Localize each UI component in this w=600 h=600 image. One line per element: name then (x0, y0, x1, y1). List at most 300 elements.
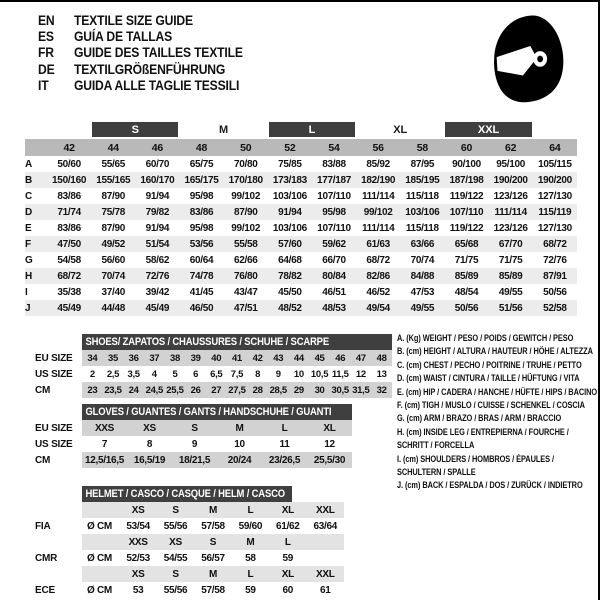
subtable-cell: M (194, 502, 231, 518)
size-cell: 64/68 (278, 254, 302, 266)
subtable-cell: 55/56 (163, 584, 188, 596)
row-letter: J (25, 300, 47, 316)
row-letter: D (25, 204, 47, 220)
language-header (38, 13, 243, 94)
language-title: GUIDA ALLE TAGLIE TESSILI (74, 77, 240, 93)
subtable-cell: S (194, 534, 231, 550)
subtable-cell: 41 (227, 350, 248, 366)
size-cell: 115/119 (533, 204, 577, 220)
row-label (35, 566, 82, 582)
subtable-cell: 24 (123, 382, 144, 398)
subtable-row (35, 518, 344, 534)
subtable-cell: 12,5/16,5 (82, 452, 127, 468)
subtable-cell: 30 (309, 382, 330, 398)
row-label: CMR (35, 552, 58, 564)
subtable-cell: 23 (82, 382, 103, 398)
size-cell: 103/106 (272, 222, 307, 234)
size-cell: 187/198 (444, 172, 488, 188)
size-header-cell: 46 (135, 138, 179, 156)
helmet-table-title: HELMET / CASCO / CASQUE / HELM / CASCO (85, 488, 285, 500)
row-letter: B (25, 172, 47, 188)
size-cell: 82/86 (356, 268, 400, 284)
racing-helmet-icon (486, 12, 568, 104)
size-cell: 119/122 (449, 222, 484, 234)
size-cell: 51/56 (489, 300, 533, 316)
size-cell: 71/74 (47, 204, 91, 220)
row-letter: G (25, 254, 33, 266)
size-group-cell: M (179, 122, 267, 138)
size-cell: 80/84 (312, 268, 356, 284)
legend-line: SCHULTERN / SPALLE (397, 467, 476, 479)
size-header-row (25, 138, 577, 156)
subtable-cell: 16,5/19 (127, 452, 172, 468)
size-cell: 61/63 (356, 236, 400, 252)
row-letter: H (25, 268, 47, 284)
subtable-cell: 2,5 (106, 368, 120, 380)
legend-item (397, 372, 597, 385)
language-row (38, 13, 243, 29)
subtable-cell: 56/57 (201, 552, 225, 564)
size-cell: 78/82 (268, 268, 312, 284)
measurement-legend (397, 332, 597, 493)
size-cell: 107/110 (317, 190, 351, 202)
size-cell: 45/49 (135, 300, 179, 316)
size-cell: 103/106 (400, 204, 444, 220)
size-header-cell: 52 (268, 138, 312, 156)
subtable-cell: L (232, 502, 269, 518)
size-cell: 111/114 (489, 204, 533, 220)
size-cell: 87/91 (533, 268, 577, 284)
size-cell: 91/94 (145, 222, 170, 234)
row-label (35, 534, 82, 550)
subtable-cell: 59 (245, 584, 256, 596)
subtable-cell: 46 (330, 350, 351, 366)
language-code: ES (38, 29, 54, 45)
subtable-cell: S (157, 502, 194, 518)
size-cell: 91/94 (268, 204, 312, 220)
subtable-cell: XL (269, 502, 306, 518)
subtable-cell: 24,5 (144, 382, 165, 398)
subtable-cell: 26 (185, 382, 206, 398)
size-cell: 44/48 (91, 300, 135, 316)
subtable-cell: 10 (234, 438, 245, 450)
subtable-row (35, 420, 352, 436)
subtable-cell: XXL (307, 566, 344, 582)
subtable-row (35, 452, 352, 468)
size-header-cell: 48 (179, 138, 223, 156)
shoes-table (35, 350, 392, 398)
language-title: TEXTILGRÖßENFÜHRUNG (74, 61, 226, 77)
subtable-cell: 57/58 (201, 584, 225, 596)
size-cell: 173/183 (268, 172, 312, 188)
subtable-cell: M (217, 420, 262, 436)
legend-line: G. (cm) ARM / BRAZO / BRAS / ARM / BRACCIO (397, 413, 562, 425)
size-cell: 155/165 (91, 172, 135, 188)
size-cell: 67/70 (489, 236, 533, 252)
subtable-cell: 38 (165, 350, 186, 366)
size-cell: 65/75 (189, 158, 214, 170)
size-cell: 91/94 (145, 190, 170, 202)
size-cell: 70/74 (91, 268, 135, 284)
size-cell: 83/88 (322, 158, 346, 170)
size-cell: 70/80 (233, 158, 258, 170)
subtable-cell: 30,5 (330, 382, 351, 398)
size-cell: 68/72 (533, 236, 577, 252)
size-cell: 55/65 (101, 158, 125, 170)
size-header-cell: 50 (224, 138, 268, 156)
subtable-cell: XXS (119, 534, 156, 550)
subtable-row (35, 566, 344, 582)
size-cell: 41/45 (189, 286, 214, 298)
subtable-cell: 6 (193, 368, 199, 380)
subtable-cell: 7,5 (230, 368, 244, 380)
subtable-cell: 52/53 (126, 552, 150, 564)
row-letter: A (25, 158, 32, 170)
size-cell: 85/89 (444, 268, 488, 284)
subtable-cell: 8 (255, 368, 261, 380)
subtable-row (35, 350, 392, 366)
subtable-cell: M (194, 566, 231, 582)
measure-row (25, 268, 577, 284)
size-cell: 111/114 (361, 222, 395, 234)
legend-item (397, 345, 597, 358)
size-cell: 95/100 (496, 158, 526, 170)
language-row (38, 29, 243, 45)
size-cell: 83/86 (57, 190, 81, 202)
size-cell: 53/56 (179, 236, 223, 252)
subtable-cell: 28 (247, 382, 268, 398)
row-label: EU SIZE (35, 422, 73, 434)
size-cell: 115/118 (405, 222, 439, 234)
subtable-cell (82, 566, 119, 582)
legend-line: F. (cm) TIGH / MUSLO / CUISSE / SCHENKEL / COSCIA (397, 400, 585, 412)
size-cell: 84/88 (400, 268, 444, 284)
row-letter: I (25, 286, 28, 298)
subtable-row (35, 582, 344, 598)
legend-line: H. (cm) INSIDE LEG / ENTREPIERNA / FOURCHE / (397, 426, 569, 438)
size-cell: 185/195 (400, 172, 444, 188)
measure-row (25, 188, 577, 204)
subtable-cell: 12 (355, 368, 366, 380)
size-cell: 57/60 (268, 236, 312, 252)
size-group-row (25, 122, 577, 138)
size-cell: 90/100 (452, 158, 481, 170)
subtable-cell: 10,5 (310, 368, 329, 380)
subtable-cell: 55/56 (163, 520, 188, 532)
size-header-cell: 62 (489, 138, 533, 156)
size-cell: 47/51 (224, 300, 268, 316)
size-cell: 87/90 (101, 222, 125, 234)
subtable-cell: XS (119, 502, 156, 518)
size-cell: 35/38 (57, 286, 81, 298)
shoes-table-title: SHOES/ ZAPATOS / CHAUSSURES / SCHUHE / SCARPE (85, 336, 329, 348)
size-header-cell: 42 (47, 138, 91, 156)
size-cell: 45/50 (278, 286, 302, 298)
language-code: DE (38, 61, 55, 77)
size-cell: 103/106 (272, 190, 307, 202)
size-cell: 50/56 (444, 300, 488, 316)
language-code: IT (38, 77, 49, 93)
row-label: ECE (35, 584, 55, 596)
legend-line: C. (cm) CHEST / PECHO / POITRINE / TRUHE / PETTO (397, 359, 582, 371)
size-cell: 127/130 (537, 190, 572, 202)
subtable-cell: Ø CM (87, 584, 112, 596)
size-header-cell: 58 (400, 138, 444, 156)
subtable-cell: 57/58 (201, 520, 225, 532)
size-cell: 58/62 (145, 254, 170, 266)
legend-line: A. (Kg) WEIGHT / PESO / POIDS / GEWITCH / PESO (397, 333, 574, 344)
size-group-cell: XL (356, 122, 444, 138)
legend-line: J. (cm) BACK / ESPALDA / DOS / ZURÜCK / INDIETRO (397, 480, 583, 492)
size-cell: 99/102 (231, 190, 261, 202)
subtable-cell: 5 (172, 368, 178, 380)
subtable-cell: 18/21,5 (172, 452, 217, 468)
subtable-cell: 47 (351, 350, 372, 366)
size-cell: 105/115 (538, 158, 572, 170)
subtable-cell: Ø CM (87, 520, 112, 532)
subtable-cell: 34 (82, 350, 103, 366)
size-cell: 48/54 (454, 286, 479, 298)
size-cell: 51/54 (135, 236, 179, 252)
size-cell: 107/110 (444, 204, 488, 220)
subtable-cell (82, 502, 119, 518)
size-cell: 170/180 (224, 172, 268, 188)
subtable-row (35, 436, 352, 452)
top-border-line (0, 0, 600, 2)
subtable-cell: 13 (376, 368, 387, 380)
size-header-cell: 60 (444, 138, 488, 156)
size-cell: 76/80 (224, 268, 268, 284)
legend-line: E. (cm) HIP / CADERA / HANCHE / HÜFTE / HIPS / BACINO (397, 386, 598, 398)
subtable-cell: 8 (146, 438, 153, 450)
subtable-cell: S (157, 566, 194, 582)
size-header-cell: 54 (312, 138, 356, 156)
gloves-table (35, 420, 352, 468)
size-cell: 56/60 (101, 254, 125, 266)
subtable-cell: 2 (89, 368, 95, 380)
size-cell: 72/76 (543, 254, 567, 266)
size-cell: 72/76 (135, 268, 179, 284)
size-cell: 182/190 (356, 172, 400, 188)
subtable-cell: 12 (324, 438, 335, 450)
size-cell: 85/89 (489, 268, 533, 284)
subtable-cell: 35 (103, 350, 124, 366)
size-cell: 111/114 (361, 190, 395, 202)
size-cell: 59/62 (312, 236, 356, 252)
size-cell: 47/53 (410, 286, 435, 298)
size-cell: 85/92 (366, 158, 390, 170)
legend-line: SCHRITT / FORCELLA (397, 440, 475, 452)
size-cell: 50/60 (57, 158, 81, 170)
size-cell: 160/170 (135, 172, 179, 188)
subtable-cell: 42 (247, 350, 268, 366)
subtable-cell: XS (119, 566, 156, 582)
subtable-cell: 31,5 (351, 382, 372, 398)
size-cell: 55/58 (224, 236, 268, 252)
subtable-cell: 25,5 (165, 382, 186, 398)
size-cell: 150/160 (47, 172, 91, 188)
subtable-cell: 36 (123, 350, 144, 366)
measure-row (25, 300, 577, 316)
measure-row (25, 252, 577, 268)
subtable-cell: 9 (191, 438, 198, 450)
row-label: EU SIZE (35, 352, 73, 364)
subtable-cell: Ø CM (87, 552, 112, 564)
shoes-table-header (82, 334, 392, 350)
size-cell: 119/122 (449, 190, 484, 202)
legend-item (397, 332, 597, 345)
size-cell: 49/54 (356, 300, 400, 316)
measure-row (25, 172, 577, 188)
subtable-cell: XL (307, 420, 352, 436)
subtable-row (35, 550, 344, 566)
subtable-cell: 39 (185, 350, 206, 366)
measure-row (25, 284, 577, 300)
legend-line: I. (cm) SHOULDERS / HOMBROS / ÉPAULES / (397, 453, 554, 465)
measure-row (25, 236, 577, 252)
size-cell: 123/126 (493, 222, 528, 234)
size-cell: 95/98 (312, 204, 356, 220)
subtable-cell: 45 (309, 350, 330, 366)
size-cell: 48/52 (268, 300, 312, 316)
size-cell: 107/110 (317, 222, 351, 234)
size-cell: 65/68 (444, 236, 488, 252)
subtable-row (35, 502, 344, 518)
size-cell: 49/55 (400, 300, 444, 316)
size-cell: 70/74 (410, 254, 435, 266)
row-letter: E (25, 222, 32, 234)
legend-item (397, 453, 597, 480)
subtable-cell: L (269, 534, 306, 550)
size-cell: 79/82 (135, 204, 179, 220)
subtable-cell: 32 (371, 382, 392, 398)
subtable-cell: XS (157, 534, 194, 550)
subtable-cell: 43 (268, 350, 289, 366)
language-row (38, 62, 243, 78)
size-cell: 68/72 (47, 268, 91, 284)
size-cell: 127/130 (537, 222, 572, 234)
size-cell: 66/70 (322, 254, 346, 266)
size-cell: 87/95 (410, 158, 435, 170)
subtable-cell: 59 (282, 552, 294, 564)
size-cell: 190/200 (489, 172, 533, 188)
size-cell: 39/42 (145, 286, 170, 298)
subtable-cell: L (262, 420, 307, 436)
size-cell: 177/187 (312, 172, 356, 188)
size-cell: 71/75 (498, 254, 523, 266)
size-cell: 46/51 (322, 286, 346, 298)
subtable-cell: XXL (307, 502, 344, 518)
row-label: US SIZE (35, 368, 73, 380)
size-cell: 46/52 (366, 286, 390, 298)
row-label: CM (35, 454, 51, 466)
subtable-cell: 4 (151, 368, 157, 380)
subtable-cell: 11,5 (331, 368, 349, 380)
subtable-cell: 27,5 (227, 382, 248, 398)
legend-item (397, 479, 597, 492)
legend-item (397, 386, 597, 399)
row-label: US SIZE (35, 438, 73, 450)
subtable-cell: 11 (279, 438, 290, 450)
size-cell: 37/40 (101, 286, 125, 298)
size-cell: 83/86 (179, 204, 223, 220)
subtable-cell: 60 (282, 584, 294, 596)
subtable-cell: L (232, 566, 269, 582)
size-cell: 75/78 (91, 204, 135, 220)
subtable-row (35, 382, 392, 398)
subtable-cell: 29 (289, 382, 310, 398)
language-code: EN (38, 13, 55, 28)
language-row (38, 78, 243, 94)
subtable-cell: 63/64 (313, 520, 338, 532)
helmet-table (35, 502, 344, 598)
legend-item (397, 359, 597, 372)
subtable-cell: 58 (245, 552, 256, 564)
legend-item (397, 426, 597, 453)
row-label (35, 502, 82, 518)
subtable-cell: XS (127, 420, 172, 436)
size-cell: 99/102 (231, 222, 261, 234)
size-cell: 95/98 (189, 190, 214, 202)
subtable-cell: 61/62 (276, 520, 300, 532)
measure-row (25, 220, 577, 236)
size-header-cell: 44 (91, 138, 135, 156)
subtable-cell: 25,5/30 (307, 452, 352, 468)
language-row (38, 45, 243, 61)
subtable-cell: XXS (82, 420, 127, 436)
legend-item (397, 412, 597, 425)
size-cell: 99/102 (356, 204, 400, 220)
corner-cell (25, 138, 47, 156)
size-cell: 68/72 (366, 254, 390, 266)
subtable-cell (307, 550, 344, 566)
size-cell: 43/47 (233, 286, 258, 298)
subtable-cell: 44 (289, 350, 310, 366)
gloves-table-title: GLOVES / GUANTES / GANTS / HANDSCHUHE / GUANTI (85, 406, 332, 418)
measure-row (25, 156, 577, 172)
legend-item (397, 399, 597, 412)
subtable-cell: 3,5 (127, 368, 140, 380)
language-title: GUIDE DES TAILLES TEXTILE (74, 45, 243, 61)
subtable-cell: 61 (320, 584, 331, 596)
size-header-cell: 56 (356, 138, 400, 156)
size-cell: 115/118 (405, 190, 439, 202)
measure-row (25, 204, 577, 220)
row-label: CM (35, 384, 51, 396)
size-cell: 50/56 (543, 286, 567, 298)
size-cell: 95/98 (189, 222, 214, 234)
row-letter: F (25, 236, 47, 252)
subtable-cell: 20/24 (217, 452, 262, 468)
size-group-cell: S (91, 122, 179, 138)
size-cell: 63/66 (400, 236, 444, 252)
size-cell: 87/90 (224, 204, 268, 220)
main-size-table (25, 122, 577, 316)
size-cell: 60/64 (189, 254, 214, 266)
subtable-cell: 6,5 (210, 368, 223, 380)
size-cell: 47/50 (47, 236, 91, 252)
language-code: FR (38, 45, 54, 61)
language-title: TEXTILE SIZE GUIDE (74, 13, 193, 28)
gloves-table-header (82, 404, 352, 420)
subtable-cell: 59/60 (238, 520, 263, 532)
size-cell: 165/175 (179, 172, 223, 188)
size-cell: 87/90 (101, 190, 125, 202)
subtable-cell: S (172, 420, 217, 436)
size-cell: 48/53 (312, 300, 356, 316)
subtable-cell: XL (269, 566, 306, 582)
subtable-cell: 53/54 (126, 520, 150, 532)
